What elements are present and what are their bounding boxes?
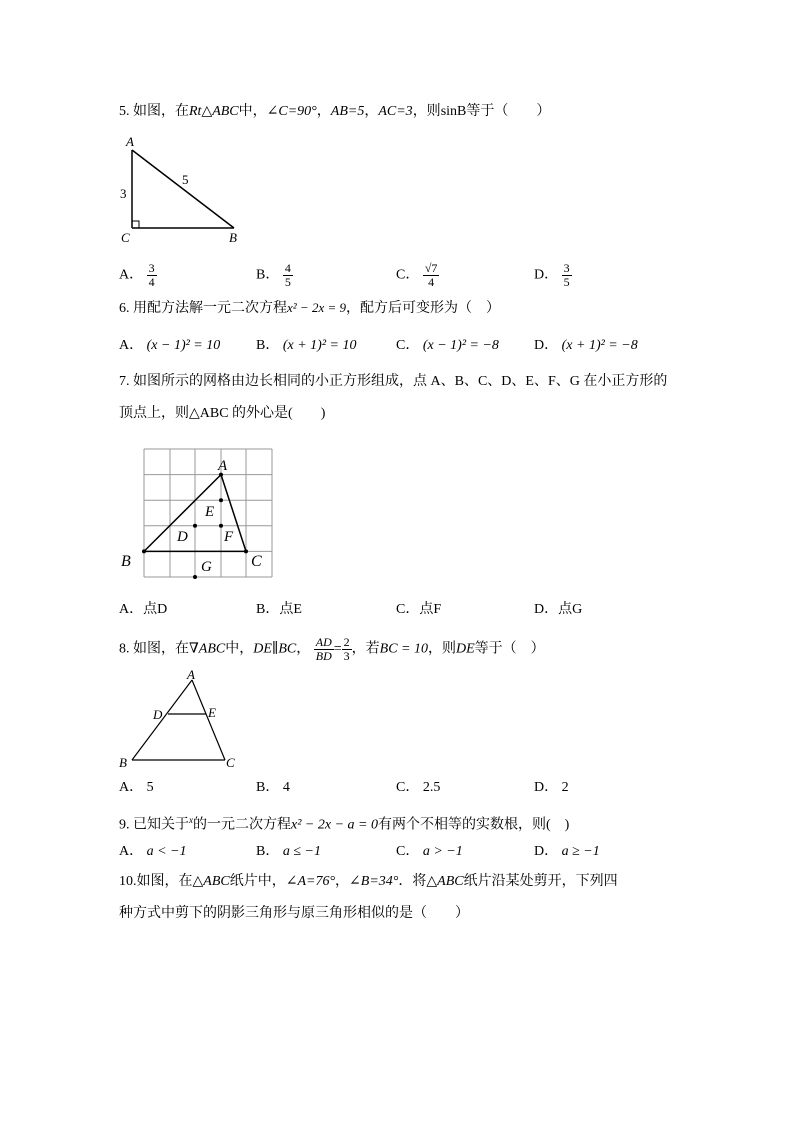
q5-option-d [534, 262, 572, 289]
q8-label-c: C [226, 755, 235, 770]
q7-stem-line1 [119, 372, 667, 392]
q9-option-c [396, 842, 463, 862]
q7-stem-line2 [119, 404, 325, 424]
q10-text: 纸片沿某处剪开，下列四 [463, 874, 618, 889]
numerator: 3 [148, 261, 155, 275]
q9-option-a [119, 842, 187, 862]
q8-text: ，若 [351, 641, 380, 657]
q6-stem [119, 298, 500, 319]
option-value: a ≥ −1 [561, 844, 600, 859]
q10-triangle: △ABC [426, 874, 464, 889]
q8-triangle: ∇ABC [189, 641, 226, 657]
q8-side-ac [192, 680, 225, 760]
q7-grid-figure [115, 440, 285, 585]
fraction [423, 262, 440, 289]
option-value: 2.5 [422, 780, 441, 795]
denominator: 5 [284, 275, 291, 289]
q5-condition: AC=3 [378, 104, 413, 119]
q8-ratio-fraction [314, 636, 334, 663]
q8-option-d [534, 778, 569, 798]
q6-option-b [256, 336, 356, 356]
q5-label-c: C [121, 230, 130, 245]
q5-side-ab-label: 5 [182, 172, 189, 187]
q5-right-angle-mark [132, 221, 139, 228]
option-label: B． [256, 844, 280, 859]
q7-label-b: B [121, 553, 131, 570]
q10-number: 10. [119, 874, 137, 889]
option-value: 4 [282, 780, 290, 795]
q9-option-b [256, 842, 321, 862]
q8-label-e: E [208, 705, 216, 720]
denominator: 4 [428, 275, 435, 289]
option-value: 2 [561, 780, 569, 795]
q7-label-g: G [201, 559, 212, 575]
q9-text: 已知关于 [133, 817, 189, 833]
q10-stem-line2 [119, 904, 469, 924]
q5-text: 如图，在 [133, 104, 189, 119]
option-label: B． [256, 780, 280, 795]
q7-number: 7. [119, 374, 130, 389]
option-label: D． [534, 844, 559, 859]
option-label: B． [256, 602, 280, 617]
denominator: BD [315, 649, 332, 663]
q10-triangle: △ABC [192, 874, 230, 889]
denominator: 3 [343, 649, 350, 663]
q6-text: 用配方法解一元二次方程 [133, 301, 287, 316]
q5-sinb: sinB [440, 104, 467, 119]
q10-angle-b: ∠B=34° [349, 874, 399, 889]
q9-stem [119, 810, 569, 836]
q5-condition: AB=5 [330, 104, 365, 119]
q5-side-ac-label: 3 [120, 186, 127, 201]
numerator: AD [315, 635, 332, 649]
q7-point-f [219, 524, 223, 528]
q6-equation: x² − 2x = 9 [287, 300, 346, 315]
numerator: 2 [343, 635, 350, 649]
q5-label-a: A [126, 134, 134, 149]
q7-point-b [142, 549, 146, 553]
option-label: D． [534, 338, 559, 353]
q7-option-c [396, 600, 441, 620]
q5-text: 中， [238, 104, 267, 119]
option-label: D． [534, 602, 559, 617]
q7-text: 如图所示的网格由边长相同的小正方形组成，点 A、B、C、D、E、F、G 在小正方形的 [133, 374, 668, 389]
numerator: 3 [563, 261, 570, 275]
q5-option-c [396, 262, 439, 289]
option-value: (x + 1)² = −8 [561, 338, 638, 353]
q7-label-f: F [224, 529, 234, 545]
q5-label-b: B [229, 230, 237, 245]
q7-point-d [193, 524, 197, 528]
q7-option-b [256, 600, 302, 620]
q10-text: ， [335, 874, 350, 889]
q8-text: 如图，在 [133, 641, 189, 657]
q7-label-c: C [251, 553, 262, 570]
q5-option-b [256, 262, 293, 289]
q8-bc: BC = 10 [379, 641, 428, 657]
option-label: C． [396, 602, 420, 617]
q5-stem [119, 102, 550, 122]
q5-text: 等于（ ） [466, 104, 551, 119]
q7-point-c [244, 549, 248, 553]
option-value: 点F [419, 602, 442, 617]
option-label: A． [119, 844, 144, 859]
q8-text: 等于（ ） [474, 641, 545, 657]
option-label: C． [396, 780, 420, 795]
q7-label-e: E [205, 504, 215, 520]
q9-equation: x² − 2x − a = 0 [291, 817, 378, 833]
q5-triangle: Rt△ABC [189, 104, 239, 119]
q10-stem-line1 [119, 872, 618, 892]
q10-text: 纸片中， [229, 874, 286, 889]
option-value: 5 [146, 780, 154, 795]
option-label: B． [256, 338, 280, 353]
denominator: 4 [148, 275, 155, 289]
q5-text: ，则 [412, 104, 441, 119]
q9-option-d [534, 842, 600, 862]
q8-equals: = [333, 641, 342, 657]
option-value: 点D [143, 602, 168, 617]
fraction [147, 262, 157, 289]
option-value: a > −1 [422, 844, 463, 859]
q7-point-g [193, 575, 197, 579]
q8-number: 8. [119, 641, 130, 657]
q5-number: 5. [119, 104, 130, 119]
fraction [562, 262, 572, 289]
option-value: 点E [279, 602, 302, 617]
q6-text: ，配方后可变形为（ ） [345, 301, 500, 316]
q8-option-a [119, 778, 154, 798]
q8-parallel: DE∥BC [253, 641, 297, 657]
q7-option-a [119, 600, 167, 620]
denominator: 5 [563, 275, 570, 289]
q5-text: ， [316, 104, 331, 119]
q7-text: 顶点上，则△ABC 的外心是( ) [119, 406, 326, 421]
q8-text: 中， [225, 641, 254, 657]
option-label: A． [119, 267, 144, 283]
q6-option-d [534, 336, 638, 356]
q8-label-b: B [119, 755, 127, 770]
q10-text: 如图，在 [136, 874, 193, 889]
q9-text: 有两个不相等的实数根，则( ) [377, 817, 570, 833]
option-label: C． [396, 338, 420, 353]
q5-figure [110, 132, 250, 247]
q9-variable: x [189, 815, 193, 825]
q7-point-e [219, 498, 223, 502]
q10-text: ．将 [398, 874, 427, 889]
option-value: (x − 1)² = 10 [146, 338, 221, 353]
q8-label-a: A [187, 668, 195, 682]
q9-text: 的一元二次方程 [193, 817, 291, 833]
q5-option-a [119, 262, 157, 289]
q10-angle-a: ∠A=76° [285, 874, 336, 889]
q8-option-b [256, 778, 290, 798]
q8-option-c [396, 778, 440, 798]
q6-option-c [396, 336, 499, 356]
option-label: A． [119, 338, 144, 353]
q8-figure [112, 668, 247, 773]
q5-text: ， [364, 104, 379, 119]
q7-label-a: A [218, 458, 228, 474]
q8-text: ， [296, 641, 311, 657]
q5-condition: ∠C=90° [266, 104, 317, 119]
q8-stem [119, 636, 545, 663]
q7-label-d: D [177, 529, 188, 545]
q5-side-ab [132, 150, 234, 228]
q6-option-a [119, 336, 220, 356]
option-value: (x + 1)² = 10 [282, 338, 357, 353]
fraction [283, 262, 293, 289]
q8-text: ，则 [428, 641, 456, 657]
option-value: a < −1 [146, 844, 187, 859]
option-value: 点G [558, 602, 583, 617]
option-label: D． [534, 267, 559, 283]
q8-label-d: D [153, 707, 163, 722]
q9-number: 9. [119, 817, 130, 833]
option-label: B． [256, 267, 280, 283]
option-value: a ≤ −1 [282, 844, 321, 859]
q10-text: 种方式中剪下的阴影三角形与原三角形相似的是（ ） [119, 906, 469, 921]
numerator: 4 [284, 261, 291, 275]
q8-de: DE [456, 641, 475, 657]
q7-option-d [534, 600, 582, 620]
numerator: √7 [424, 261, 438, 275]
option-label: C． [396, 267, 420, 283]
option-label: D． [534, 780, 559, 795]
option-value: (x − 1)² = −8 [422, 338, 499, 353]
option-label: A． [119, 602, 144, 617]
q8-ratio-value [342, 636, 352, 663]
q6-number: 6. [119, 301, 130, 316]
option-label: A． [119, 780, 144, 795]
option-label: C． [396, 844, 420, 859]
